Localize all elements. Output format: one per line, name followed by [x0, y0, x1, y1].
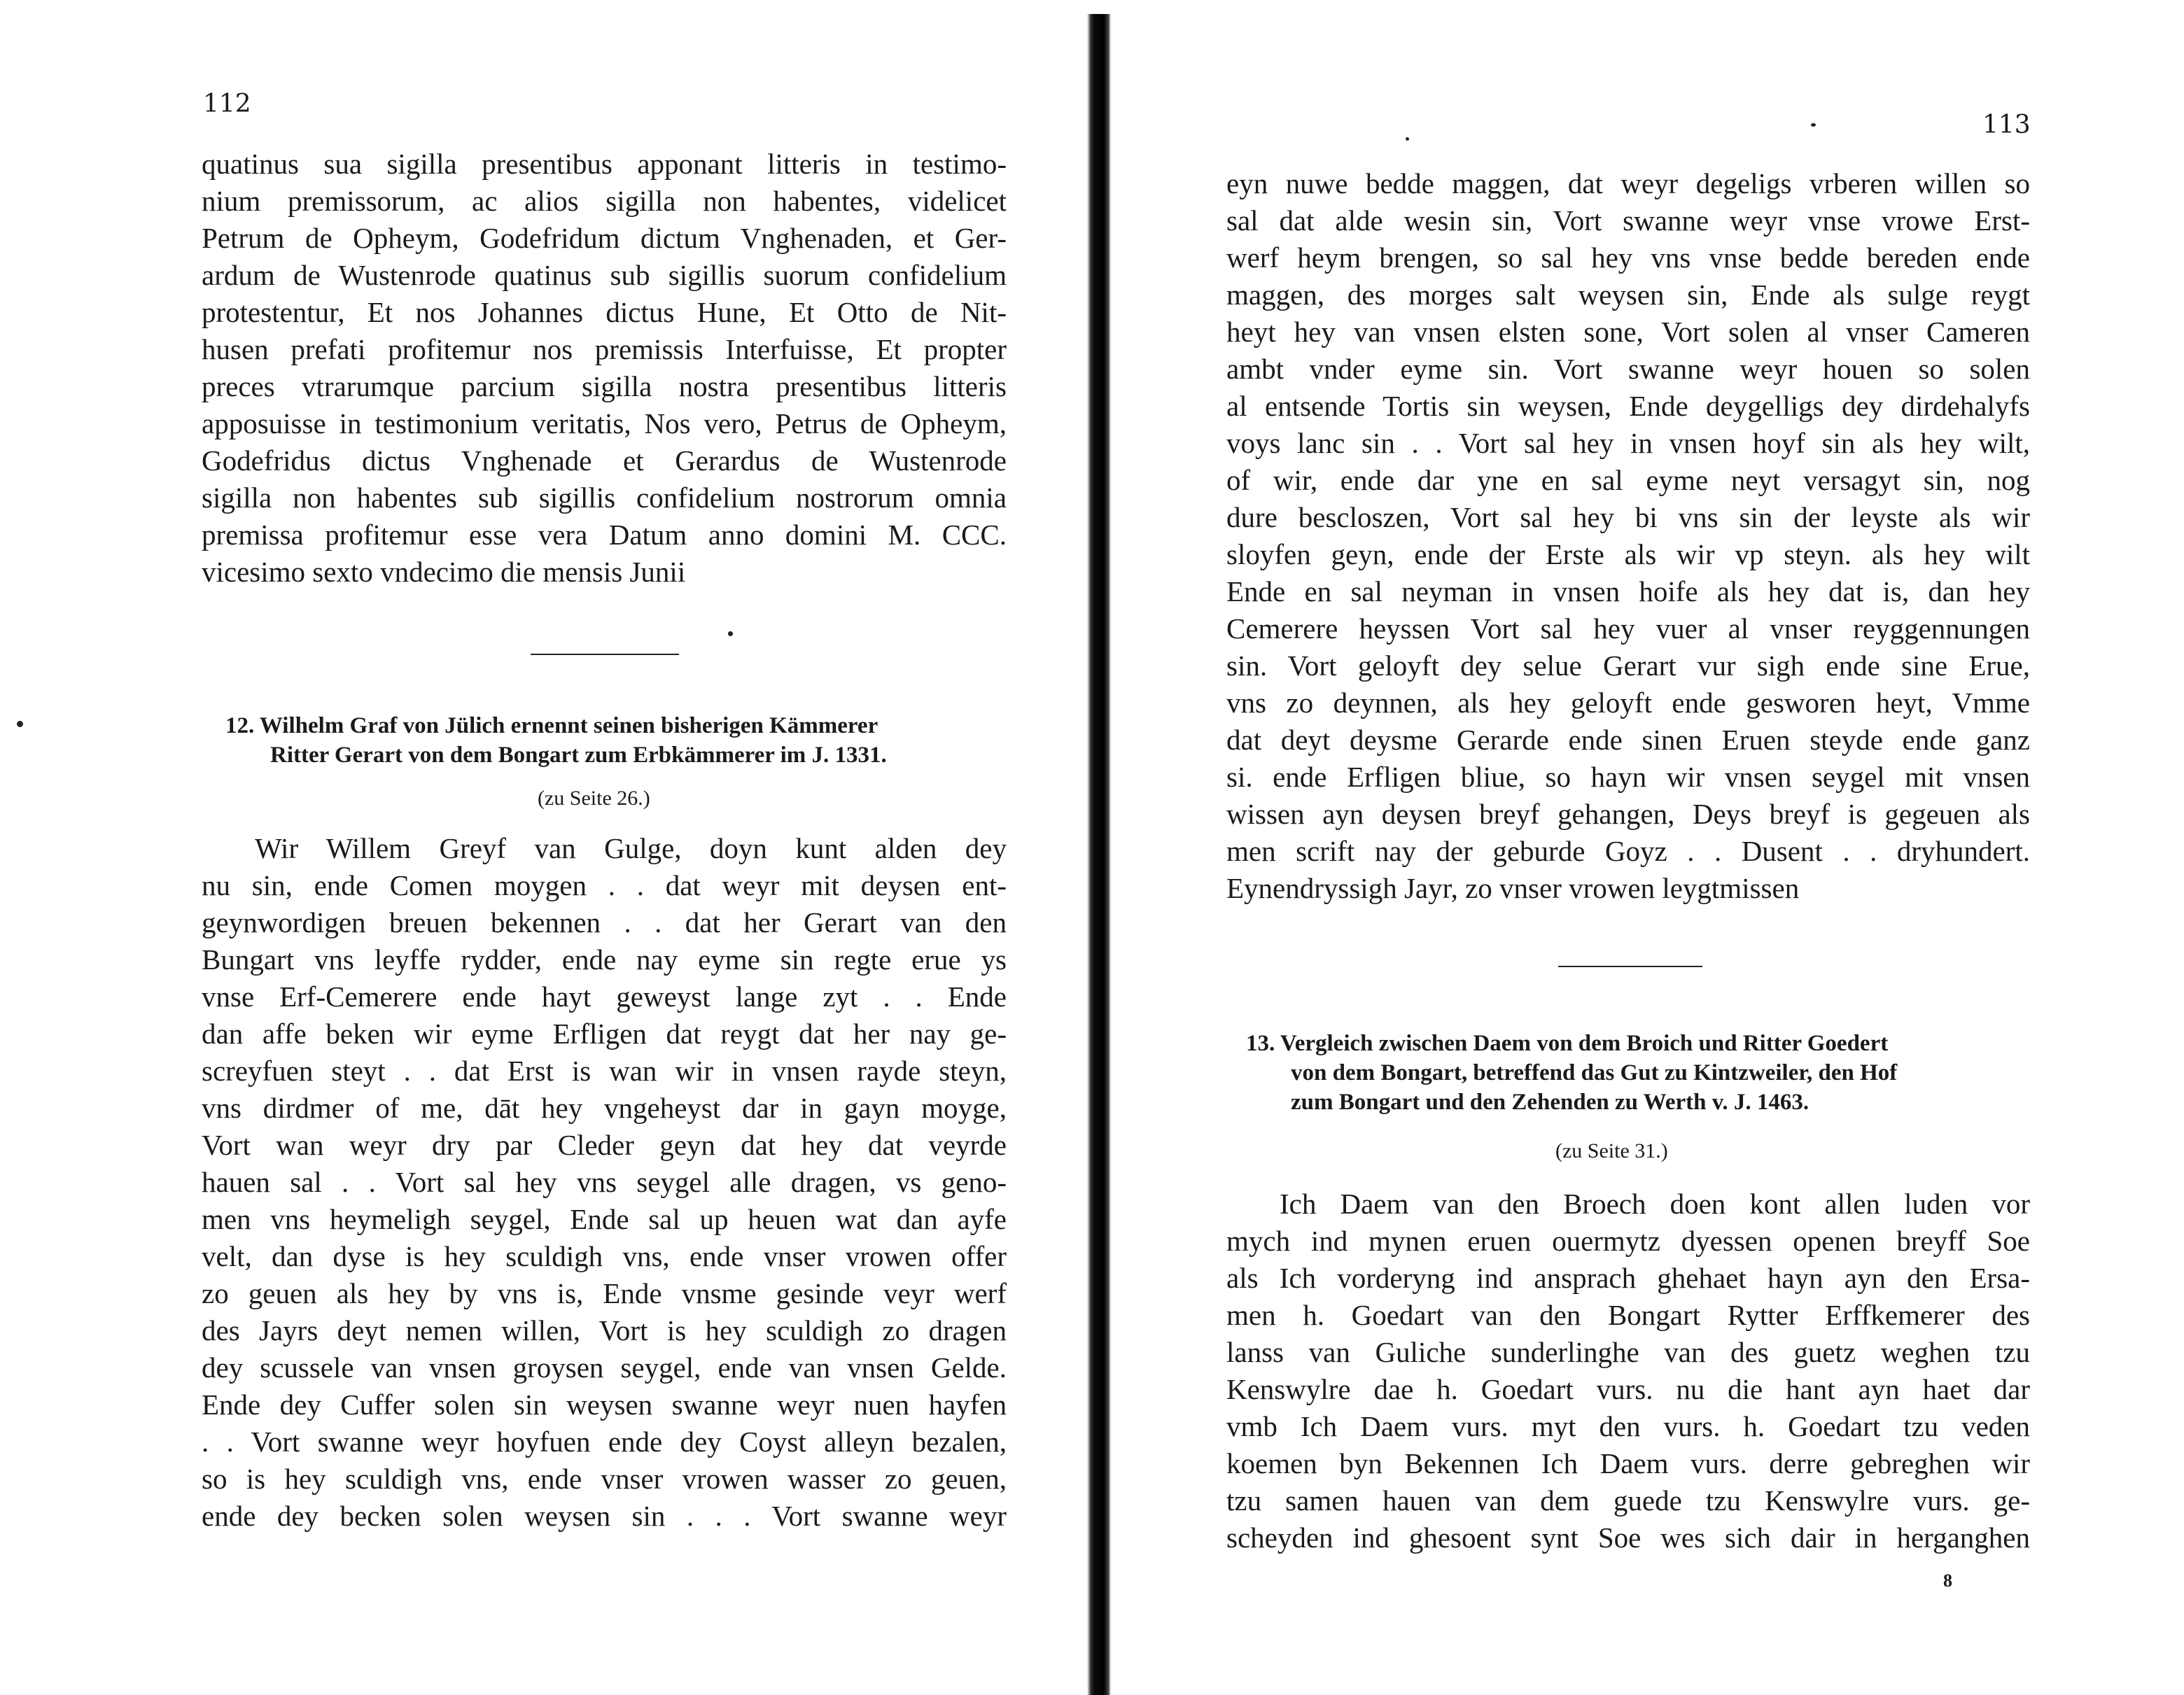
text-line: als Ich vorderyng ind ansprach ghehaet hayn ayn den Ersa-: [1226, 1262, 2030, 1294]
text-line: preces vtrarumque parcium sigilla nostra presentibus litteris: [202, 370, 1007, 402]
text-line: sin. Vort geloyft dey selue Gerart vur sigh ende sine Erue,: [1226, 649, 2030, 682]
text-line: des Jayrs deyt nemen willen, Vort is hey sculdigh zo dragen: [202, 1314, 1007, 1346]
text-line: zo geuen als hey by vns is, Ende vnsme gesinde veyr werf: [202, 1277, 1007, 1309]
text-line: Cemerere heyssen Vort sal hey vuer al vnser reyggennungen: [1226, 612, 2030, 645]
text-line: dure bescloszen, Vort sal hey bi vns sin der leyste als wir: [1226, 501, 2030, 533]
text-line: ardum de Wustenrode quatinus sub sigillis suorum confidelium: [202, 259, 1007, 291]
text-line: Kenswylre dae h. Goedart vurs. nu die hant ayn haet dar: [1226, 1373, 2030, 1405]
text-line: si. ende Erfligen bliue, so hayn wir vnsen seygel mit vnsen: [1226, 761, 2030, 793]
text-line: . . Vort swanne weyr hoyfuen ende dey Coyst alleyn bezalen,: [202, 1426, 1007, 1458]
text-line: maggen, des morges salt weysen sin, Ende als sulge reygt: [1226, 279, 2030, 311]
text-line: men h. Goedart van den Bongart Rytter Erffkemerer des: [1226, 1299, 2030, 1331]
text-line: Ich Daem van den Broech doen kont allen luden vor: [1280, 1188, 2030, 1220]
text-line: nu sin, ende Comen moygen . . dat weyr mit deysen ent-: [202, 869, 1007, 901]
page-number-left: 112: [203, 90, 251, 118]
text-line: werf heym brengen, so sal hey vns vnse bedde bereden ende: [1226, 241, 2030, 274]
section-divider: [1558, 966, 1702, 967]
document-12-heading: [225, 711, 887, 770]
document-13-reference: (zu Seite 31.): [1555, 1139, 1668, 1162]
text-line: so is hey sculdigh vns, ende vnser vrowen wasser zo geuen,: [202, 1463, 1007, 1495]
text-line: husen prefati profitemur nos premissis Interfuisse, Et propter: [202, 333, 1007, 365]
text-line: dey scussele van vnsen groysen seygel, ende van vnsen Gelde.: [202, 1351, 1007, 1384]
right-continuation-text: [1226, 165, 2030, 907]
text-line: koemen byn Bekennen Ich Daem vurs. derre gebreghen wir: [1226, 1447, 2030, 1479]
text-line: Godefridus dictus Vnghenade et Gerardus de Wustenrode: [202, 444, 1007, 477]
book-spine: [1087, 14, 1111, 1695]
text-line: dan affe beken wir eyme Erfligen dat reygt dat her nay ge-: [202, 1018, 1007, 1050]
text-line: Ende en sal neyman in vnsen hoife als hey dat is, dan hey: [1226, 575, 2030, 607]
text-line: Wir Willem Greyf van Gulge, doyn kunt alden dey: [255, 832, 1007, 864]
heading-line: von dem Bongart, betreffend das Gut zu Kintzweiler, den Hof: [1291, 1060, 1898, 1085]
print-speck: [17, 721, 23, 727]
text-line: Ende dey Cuffer solen sin weysen swanne weyr nuen hayfen: [202, 1388, 1007, 1421]
text-line: dat deyt deysme Gerarde ende sinen Eruen steyde ende ganz: [1226, 724, 2030, 756]
text-line: geynwordigen breuen bekennen . . dat her Gerart van den: [202, 906, 1007, 938]
signature-mark: 8: [1943, 1570, 1952, 1591]
text-line: premissa profitemur esse vera Datum anno domini M. CCC.: [202, 519, 1007, 551]
document-12-reference: (zu Seite 26.): [538, 787, 650, 810]
text-line: ambt vnder eyme sin. Vort swanne weyr houen so solen: [1226, 353, 2030, 385]
text-line: eyn nuwe bedde maggen, dat weyr degeligs vrberen willen so: [1226, 167, 2030, 199]
text-line: vnse Erf-Cemerere ende hayt geweyst lange zyt . . Ende: [202, 980, 1007, 1013]
text-line: Vort wan weyr dry par Cleder geyn dat hey dat veyrde: [202, 1129, 1007, 1161]
text-line: sloyfen geyn, ende der Erste als wir vp steyn. als hey wilt: [1226, 538, 2030, 570]
text-line: vns dirdmer of me, dāt hey vngeheyst dar in gayn moyge,: [202, 1092, 1007, 1124]
text-line: hauen sal . . Vort sal hey vns seygel alle dragen, vs geno-: [202, 1166, 1007, 1198]
text-line: nium premissorum, ac alios sigilla non habentes, videlicet: [202, 185, 1007, 217]
text-line: mych ind mynen eruen ouermytz dyessen openen breyff Soe: [1226, 1225, 2030, 1257]
text-line: men scrift nay der geburde Goyz . . Dusent . . dryhundert.: [1226, 835, 2030, 867]
left-page: [0, 0, 1078, 1695]
text-line: wissen ayn deysen breyf gehangen, Deys breyf is gegeuen als: [1226, 798, 2030, 830]
text-line: sal dat alde wesin sin, Vort swanne weyr vnse vrowe Erst-: [1226, 204, 2030, 237]
document-13-body: [1226, 1186, 2030, 1556]
text-line: scheyden ind ghesoent synt Soe wes sich dair in herganghen: [1226, 1521, 2030, 1554]
text-line: quatinus sua sigilla presentibus apponant litteris in testimo-: [202, 148, 1007, 180]
heading-line: 13. Vergleich zwischen Daem von dem Broich und Ritter Goedert: [1246, 1031, 1889, 1056]
text-line: ende dey becken solen weysen sin . . . Vort swanne weyr: [202, 1500, 1007, 1532]
print-speck: [1406, 137, 1409, 141]
text-line: vicesimo sexto vndecimo die mensis Junii: [202, 556, 686, 588]
heading-line: 12. Wilhelm Graf von Jülich ernennt seinen bisherigen Kämmerer: [225, 713, 878, 738]
text-line: voys lanc sin . . Vort sal hey in vnsen hoyf sin als hey wilt,: [1226, 427, 2030, 459]
print-speck: [728, 631, 733, 636]
left-continuation-text: [202, 146, 1007, 591]
text-line: Petrum de Opheym, Godefridum dictum Vnghenaden, et Ger-: [202, 222, 1007, 254]
text-line: al entsende Tortis sin weysen, Ende deygelligs dey dirdehalyfs: [1226, 390, 2030, 422]
text-line: Eynendryssigh Jayr, zo vnser vrowen leygtmissen: [1226, 872, 1800, 904]
text-line: protestentur, Et nos Johannes dictus Hune, Et Otto de Nit-: [202, 296, 1007, 328]
text-line: lanss van Guliche sunderlinghe van des guetz weghen tzu: [1226, 1336, 2030, 1368]
text-line: heyt hey van vnsen elsten sone, Vort solen al vnser Cameren: [1226, 316, 2030, 348]
text-line: tzu samen hauen van dem guede tzu Kenswylre vurs. ge-: [1226, 1484, 2030, 1517]
text-line: screyfuen steyt . . dat Erst is wan wir in vnsen rayde steyn,: [202, 1055, 1007, 1087]
document-13-heading: [1246, 1029, 1897, 1117]
text-line: vns zo deynnen, als hey geloyft ende gesworen heyt, Vmme: [1226, 687, 2030, 719]
heading-line: Ritter Gerart von dem Bongart zum Erbkämmerer im J. 1331.: [270, 743, 887, 768]
print-speck: [1811, 123, 1816, 127]
text-line: apposuisse in testimonium veritatis, Nos vero, Petrus de Opheym,: [202, 407, 1007, 439]
text-line: velt, dan dyse is hey sculdigh vns, ende vnser vrowen offer: [202, 1240, 1007, 1272]
text-line: Bungart vns leyffe rydder, ende nay eyme sin regte erue ys: [202, 943, 1007, 976]
text-line: vmb Ich Daem vurs. myt den vurs. h. Goedart tzu veden: [1226, 1410, 2030, 1442]
heading-line: zum Bongart und den Zehenden zu Werth v. J. 1463.: [1291, 1090, 1809, 1115]
section-divider: [531, 654, 679, 655]
document-12-body: [202, 830, 1007, 1535]
text-line: men vns heymeligh seygel, Ende sal up heuen wat dan ayfe: [202, 1203, 1007, 1235]
text-line: of wir, ende dar yne en sal eyme neyt versagyt sin, nog: [1226, 464, 2030, 496]
text-line: sigilla non habentes sub sigillis confidelium nostrorum omnia: [202, 481, 1007, 514]
page-number-right: 113: [1982, 111, 2031, 139]
